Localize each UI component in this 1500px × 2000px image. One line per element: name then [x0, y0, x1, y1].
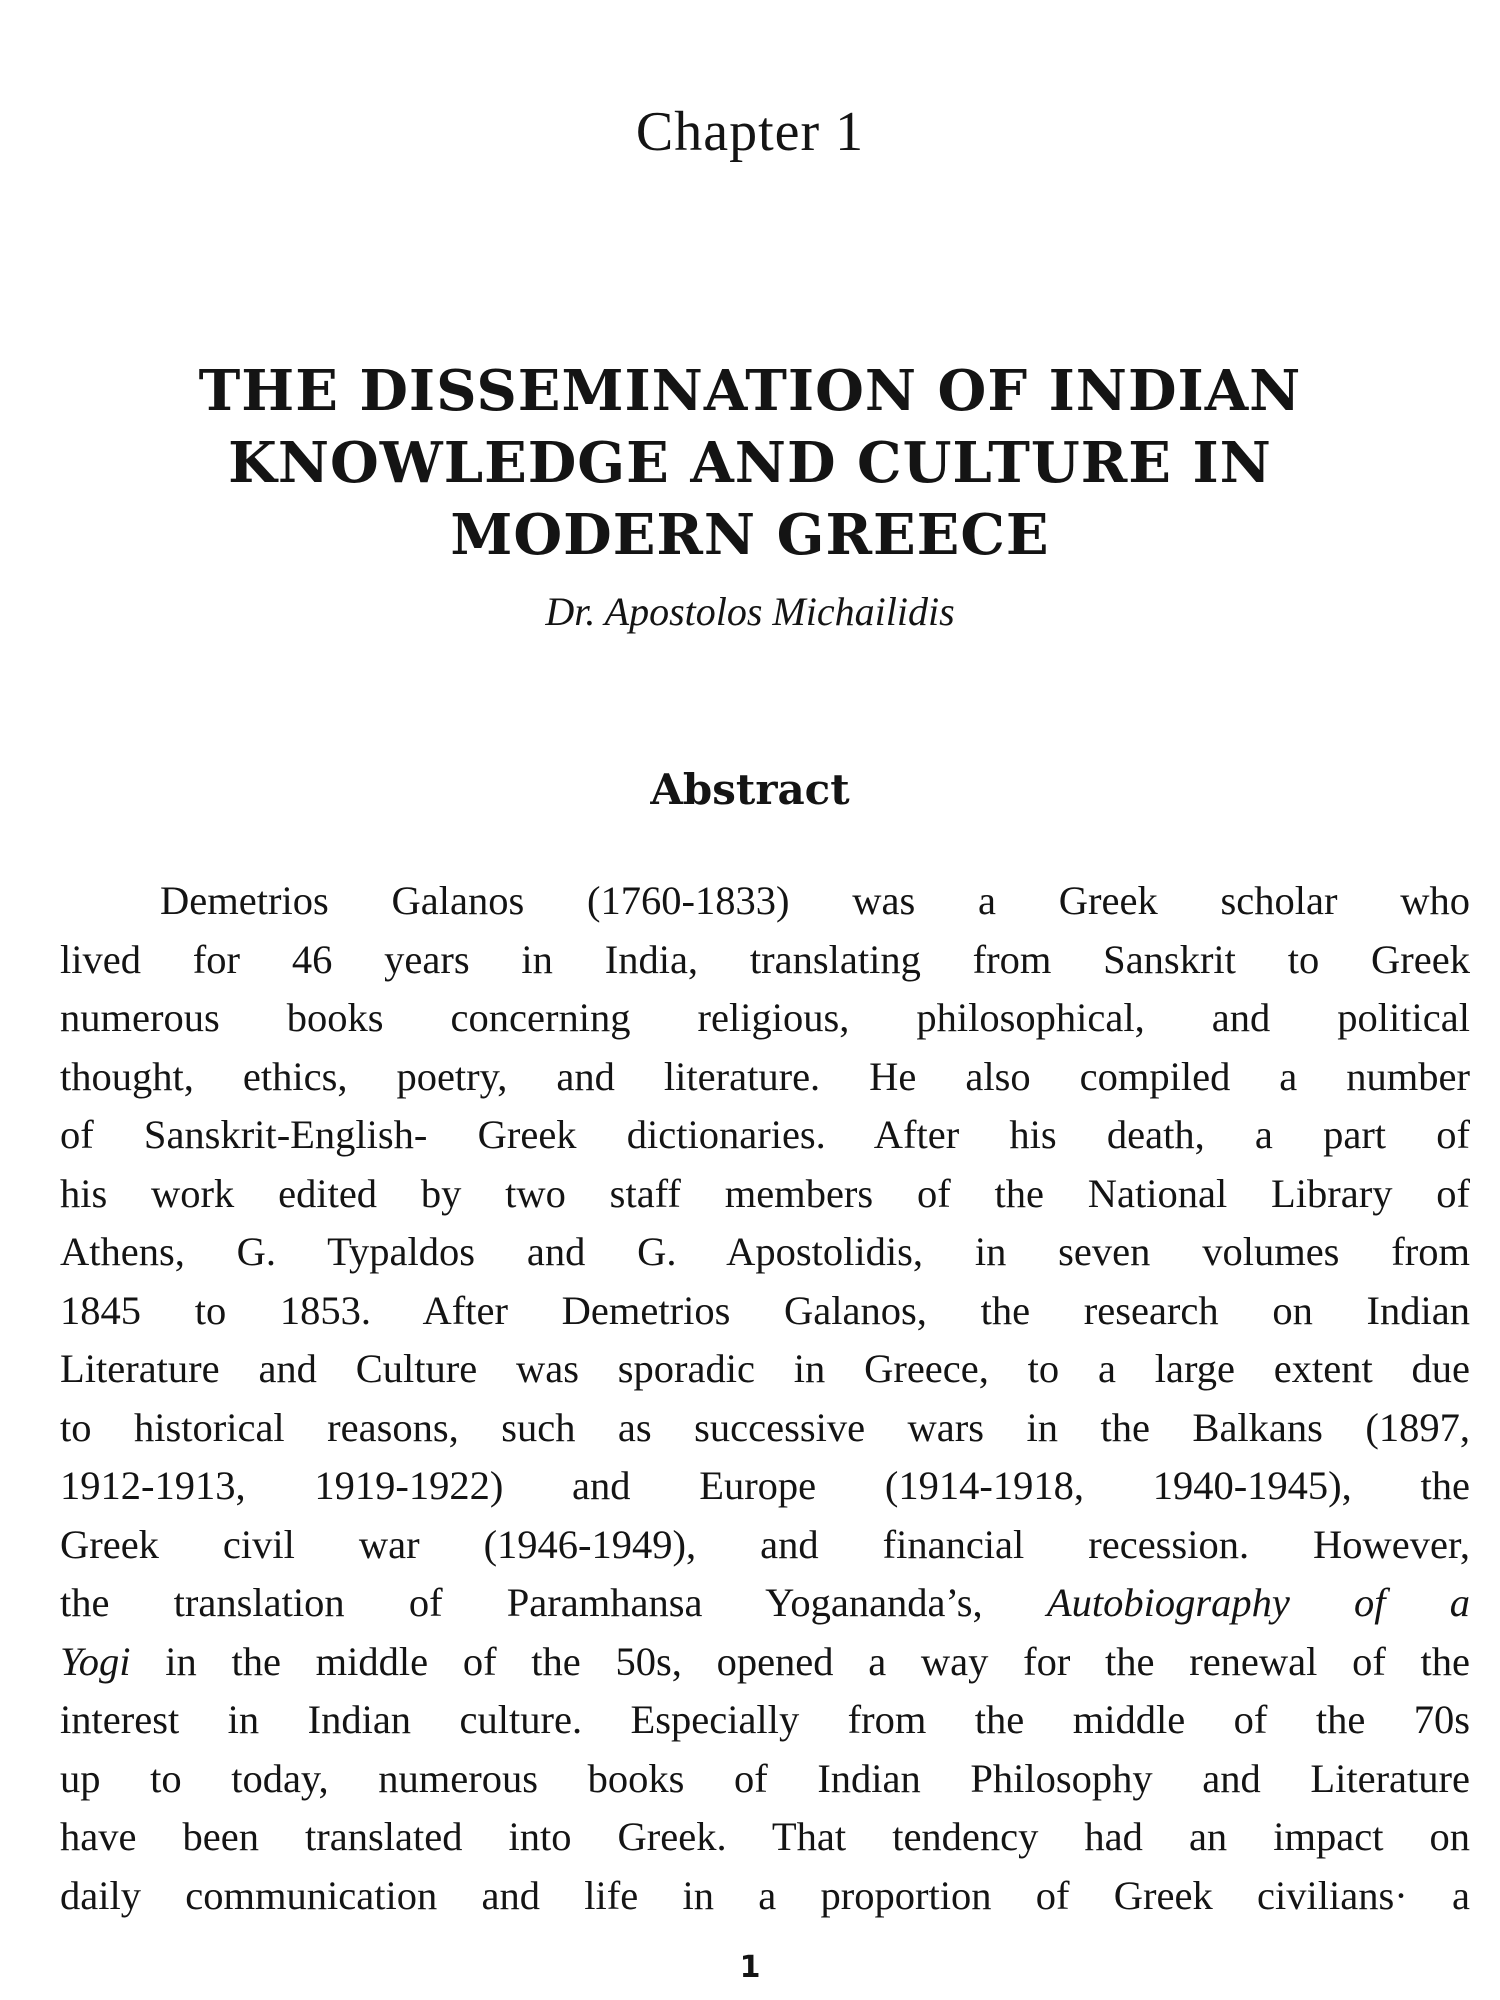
abstract-body — [60, 872, 1470, 1925]
page-number: 1 — [739, 1950, 761, 1985]
abstract-line: his work edited by two staff members of the National Library of — [60, 1170, 1470, 1216]
chapter-label: Chapter 1 — [635, 101, 865, 163]
abstract-line: Greek civil war (1946-1949), and financial recession. However, — [60, 1521, 1470, 1567]
abstract-line: Athens, G. Typaldos and G. Apostolidis, in seven volumes from — [60, 1229, 1470, 1274]
abstract-line: interest in Indian culture. Especially from the middle of the 70s — [60, 1697, 1470, 1742]
abstract-line: lived for 46 years in India, translating from Sanskrit to Greek — [60, 936, 1470, 982]
title-line: MODERN GREECE — [450, 502, 1050, 568]
book-title-italic: Yogi — [60, 1638, 131, 1684]
author-name: Dr. Apostolos Michailidis — [545, 589, 955, 634]
abstract-line: Demetrios Galanos (1760-1833) was a Greek scholar who — [160, 878, 1470, 923]
chapter-title — [120, 355, 1380, 571]
abstract-line: Literature and Culture was sporadic in Greece, to a large extent due — [60, 1346, 1470, 1391]
abstract-line: 1845 to 1853. After Demetrios Galanos, the research on Indian — [60, 1287, 1470, 1333]
abstract-line: the translation of Paramhansa Yogananda’s, Autobiography of a — [60, 1580, 1471, 1625]
abstract-heading: Abstract — [650, 765, 850, 814]
book-title-italic: Autobiography of a — [1046, 1580, 1471, 1625]
abstract-line: daily communication and life in a proportion of Greek civilians· a — [60, 1872, 1470, 1918]
abstract-line: have been translated into Greek. That tendency had an impact on — [60, 1814, 1470, 1859]
abstract-line: thought, ethics, poetry, and literature. He also compiled a number — [60, 1053, 1470, 1099]
abstract-line: numerous books concerning religious, philosophical, and political — [60, 995, 1470, 1040]
abstract-line: to historical reasons, such as successive wars in the Balkans (1897, — [60, 1404, 1470, 1450]
abstract-line: up to today, numerous books of Indian Philosophy and Literature — [60, 1755, 1470, 1801]
abstract-line: of Sanskrit-English- Greek dictionaries. After his death, a part of — [60, 1112, 1470, 1157]
abstract-line: 1912-1913, 1919-1922) and Europe (1914-1918, 1940-1945), the — [60, 1463, 1470, 1508]
title-line: THE DISSEMINATION OF INDIAN — [198, 358, 1302, 424]
title-line: KNOWLEDGE AND CULTURE IN — [228, 430, 1272, 496]
abstract-line: Yogi in the middle of the 50s, opened a way for the renewal of the — [60, 1638, 1470, 1684]
